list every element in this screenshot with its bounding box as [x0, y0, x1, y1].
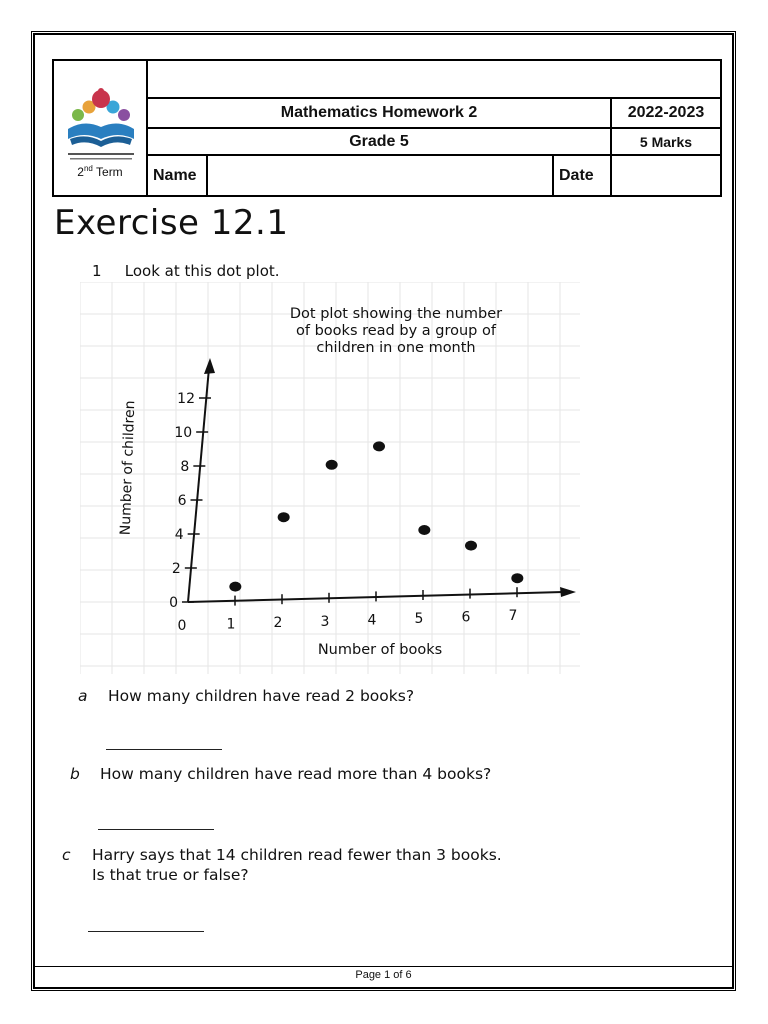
question-part-a: [78, 687, 414, 705]
part-text: How many children have read more than 4 books?: [100, 765, 492, 783]
part-text: Harry says that 14 children read fewer than 3 books.: [92, 846, 502, 864]
question-part-c: [62, 846, 502, 864]
grade-label: Grade 5: [147, 128, 611, 155]
y-tick-label: 6: [177, 493, 187, 509]
data-point: [418, 525, 430, 535]
school-logo-cell: [53, 60, 147, 196]
question-part-c-line2: [92, 866, 249, 884]
header-table: [52, 59, 722, 197]
name-field[interactable]: [207, 155, 553, 196]
chart-title-line: Dot plot showing the number: [289, 306, 503, 322]
y-tick-label: 10: [174, 425, 193, 441]
answer-line-b[interactable]: [98, 829, 214, 830]
data-point: [465, 541, 477, 551]
name-label: Name: [147, 155, 207, 196]
date-field[interactable]: [611, 155, 721, 196]
date-label: Date: [553, 155, 611, 196]
y-axis-arrow: [204, 358, 215, 374]
y-tick-label: 12: [177, 391, 195, 407]
answer-line-c[interactable]: [88, 931, 204, 932]
part-letter: a: [78, 687, 88, 705]
x-tick-label: 6: [461, 609, 471, 626]
part-text: How many children have read 2 books?: [108, 687, 415, 705]
y-tick-label: 0: [169, 595, 178, 611]
y-tick-label: 2: [171, 561, 181, 577]
question-part-b: [70, 765, 491, 783]
data-point: [373, 441, 385, 451]
header-blank-row: [147, 60, 721, 98]
question-1: [92, 262, 280, 280]
part-text: Is that true or false?: [92, 866, 249, 884]
y-axis-label: Number of children: [117, 400, 139, 536]
data-point: [229, 582, 241, 592]
x-axis-label: Number of books: [317, 642, 443, 658]
x-tick-label: 1: [226, 616, 236, 633]
question-number: 1: [92, 262, 102, 280]
chart-title-line: children in one month: [316, 340, 476, 356]
question-text: Look at this dot plot.: [124, 262, 280, 280]
x-axis-arrow: [560, 587, 576, 597]
x-tick-label: 0: [177, 618, 187, 634]
page-footer: Page 1 of 6: [34, 966, 733, 981]
data-point: [278, 512, 290, 522]
dot-plot-chart: [80, 282, 580, 674]
data-point: [326, 460, 338, 470]
school-year: 2022-2023: [611, 98, 721, 128]
answer-line-a[interactable]: [106, 749, 222, 750]
term-label: 2nd Term: [77, 164, 123, 179]
x-tick-label: 5: [414, 611, 424, 627]
y-tick-label: 8: [180, 459, 190, 475]
part-letter: c: [62, 846, 71, 864]
x-tick-label: 2: [273, 615, 283, 632]
x-tick-label: 4: [367, 612, 377, 629]
school-logo-icon: [56, 77, 146, 177]
homework-title: Mathematics Homework 2: [147, 98, 611, 128]
y-tick-label: 4: [174, 527, 184, 543]
exercise-title: Exercise 12.1: [54, 203, 289, 243]
marks-label: 5 Marks: [611, 128, 721, 155]
data-point: [511, 573, 523, 583]
chart-title-line: of books read by a group of: [296, 323, 496, 339]
x-tick-label: 3: [320, 613, 330, 630]
part-letter: b: [70, 765, 80, 783]
x-tick-label: 7: [508, 608, 518, 625]
